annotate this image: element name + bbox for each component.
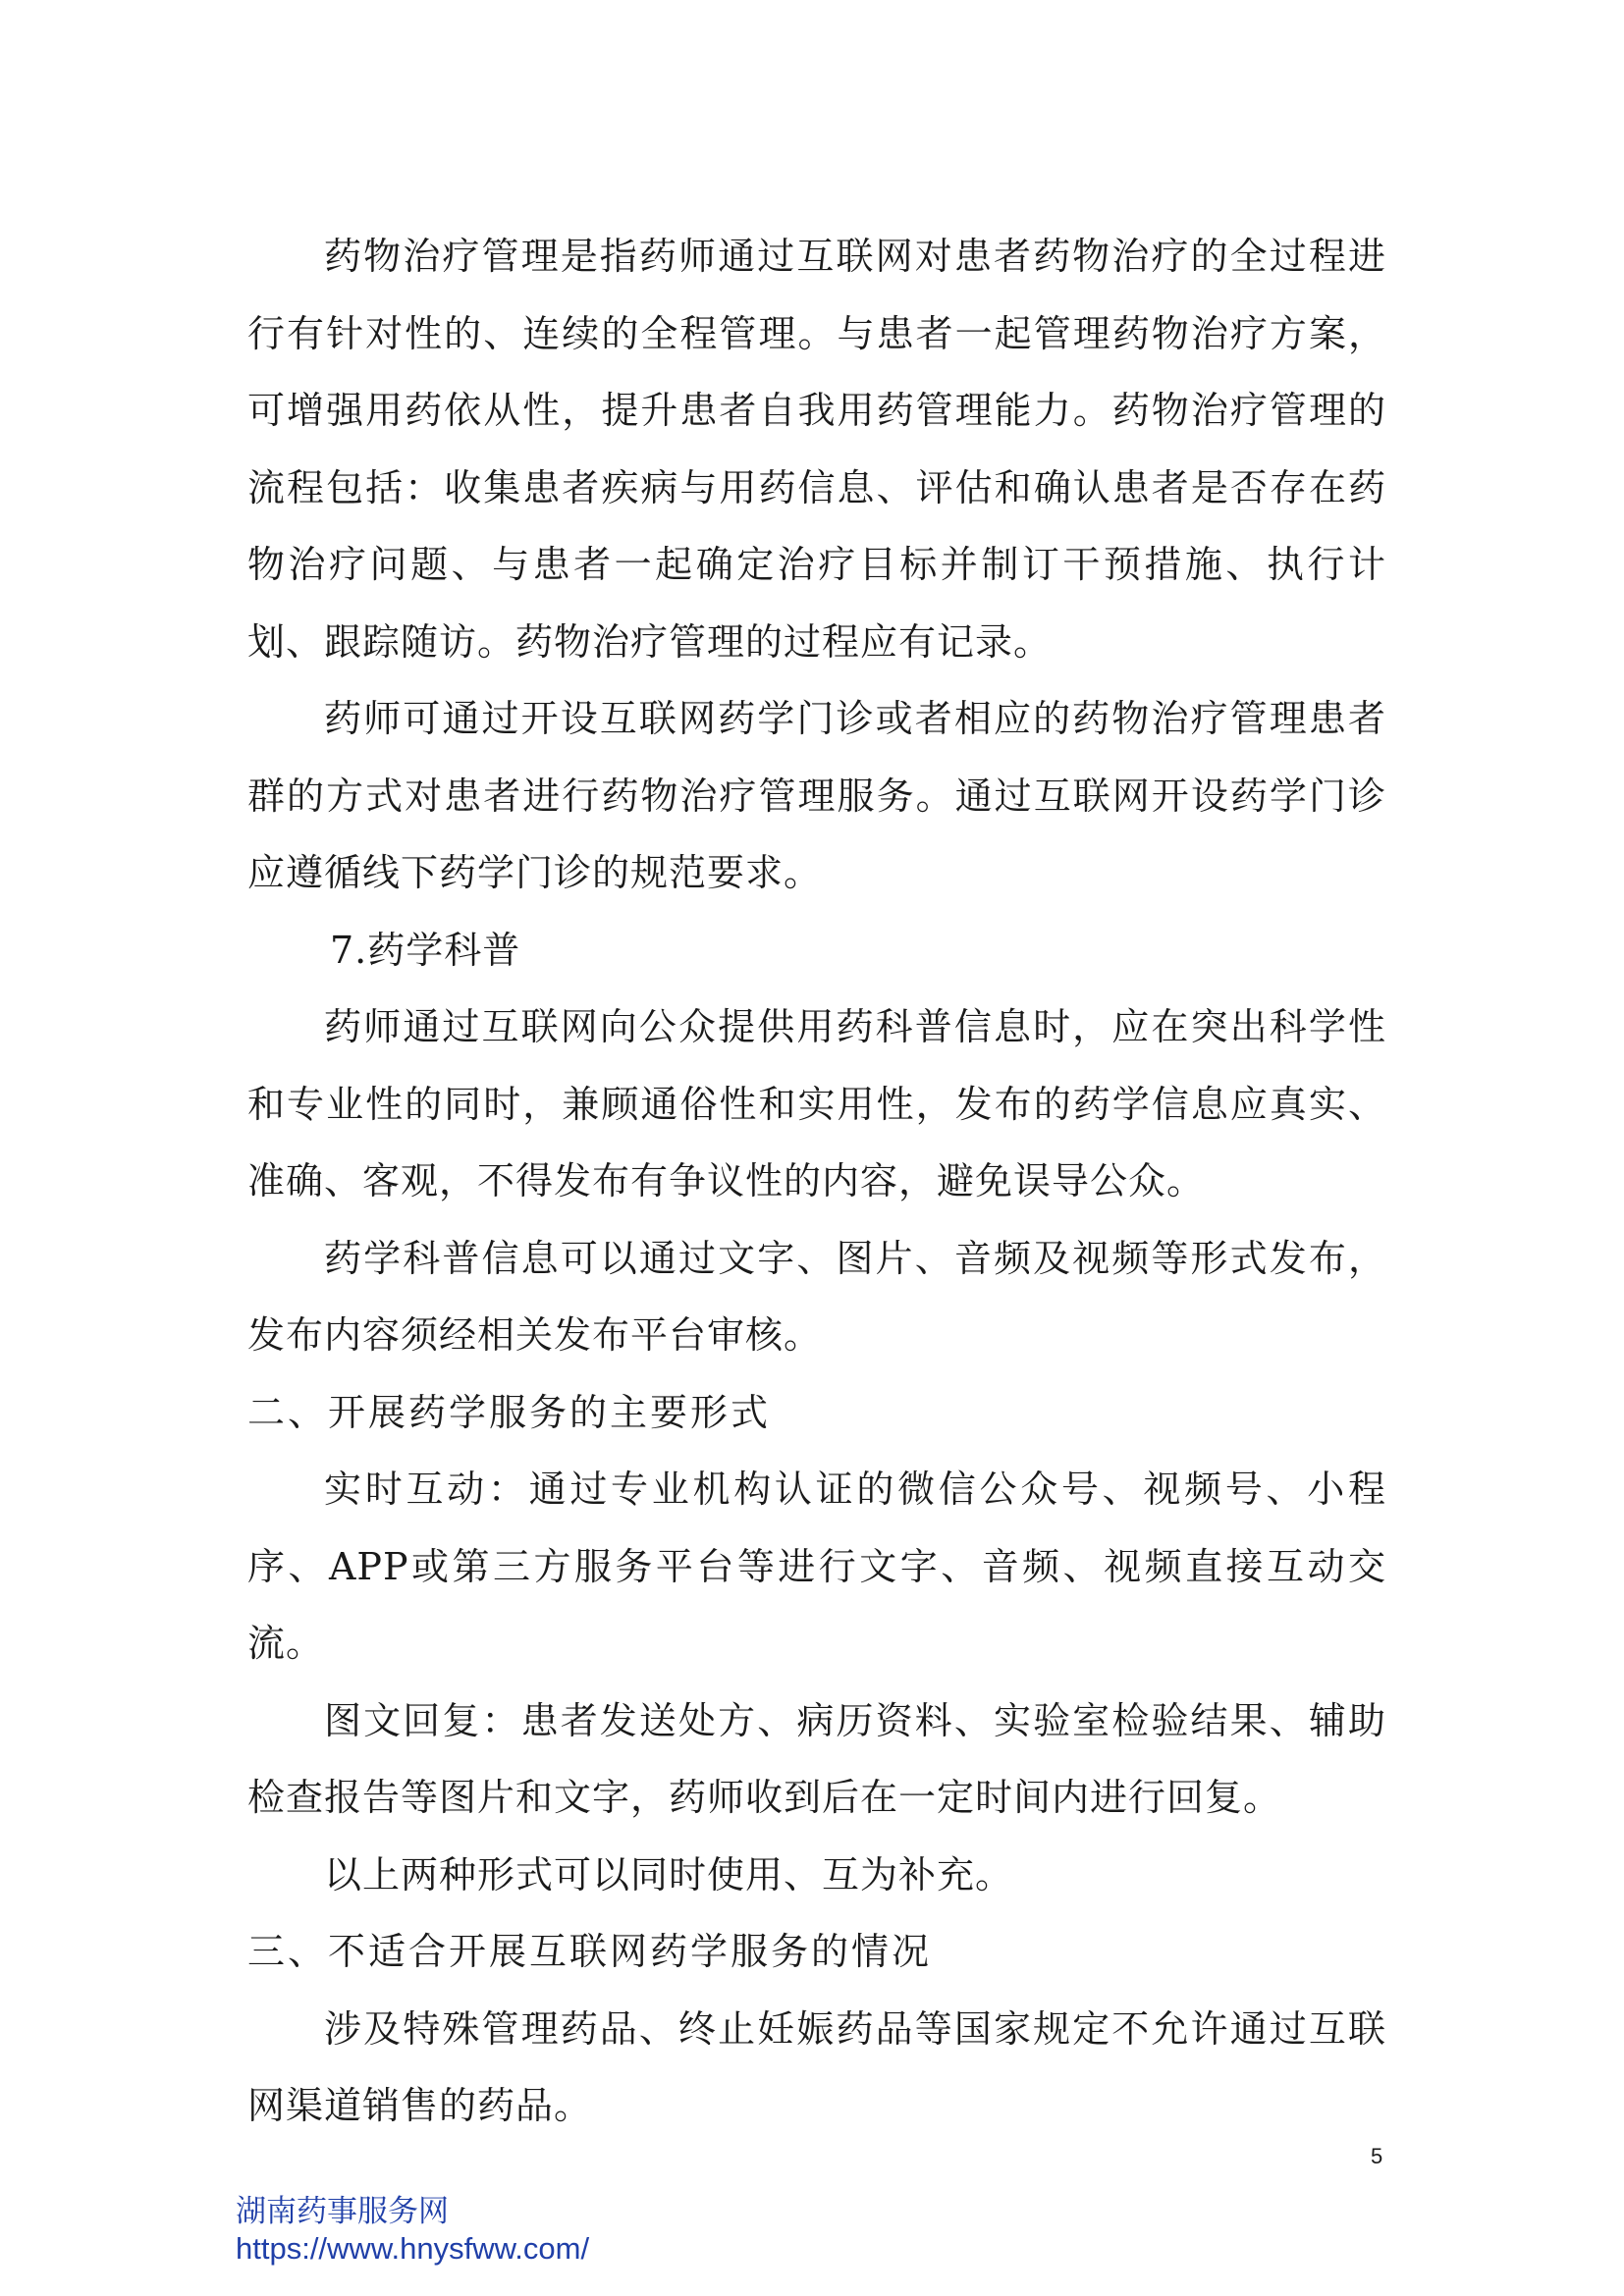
section-heading-service-forms: 二、开展药学服务的主要形式 (247, 1390, 772, 1434)
paragraph-combined-use: 以上两种形式可以同时使用、互为补充。 (324, 1852, 1014, 1896)
footer-site-name: 湖南药事服务网 (236, 2194, 449, 2229)
paragraph-science-format: 药学科普信息可以通过文字、图片、音频及视频等形式发布，发布内容须经相关发布平台审核。 (247, 1236, 1386, 1357)
paragraph-restricted-drugs: 涉及特殊管理药品、终止妊娠药品等国家规定不允许通过互联网渠道销售的药品。 (247, 2006, 1386, 2127)
page-number: 5 (1371, 2144, 1383, 2168)
paragraph-science-info: 药师通过互联网向公众提供用药科普信息时，应在突出科学性和专业性的同时，兼顾通俗性和实用性，发布的药学信息应真实、准确、客观，不得发布有争议性的内容，避免误导公众。 (247, 1005, 1386, 1202)
document-body (247, 218, 1386, 2145)
footer-watermark (236, 2193, 589, 2268)
paragraph-graphic-reply: 图文回复：患者发送处方、病历资料、实验室检验结果、辅助检查报告等图片和文字，药师收到后在一定时间内进行回复。 (247, 1698, 1386, 1819)
paragraph-medication-therapy-management: 药物治疗管理是指药师通过互联网对患者药物治疗的全过程进行有针对性的、连续的全程管理。与患者一起管理药物治疗方案，可增强用药依从性，提升患者自我用药管理能力。药物治疗管理的流程包括：收集患者疾病与用药信息、评估和确认患者是否存在药物治疗问题、与患者一起确定治疗目标并制订干预措施、执行计划、跟踪随访。药物治疗管理的过程应有记录。 (247, 235, 1386, 664)
section-heading-unsuitable-cases: 三、不适合开展互联网药学服务的情况 (247, 1930, 933, 1973)
paragraph-pharmacy-clinic: 药师可通过开设互联网药学门诊或者相应的药物治疗管理患者群的方式对患者进行药物治疗管理服务。通过互联网开设药学门诊应遵循线下药学门诊的规范要求。 (247, 697, 1386, 894)
section-heading-pharmacy-science: 7.药学科普 (330, 928, 521, 972)
paragraph-real-time-interaction: 实时互动：通过专业机构认证的微信公众号、视频号、小程序、APP或第三方服务平台等进行文字、音频、视频直接互动交流。 (247, 1468, 1386, 1665)
footer-url-link[interactable]: https://www.hnysfww.com/ (236, 2231, 590, 2266)
